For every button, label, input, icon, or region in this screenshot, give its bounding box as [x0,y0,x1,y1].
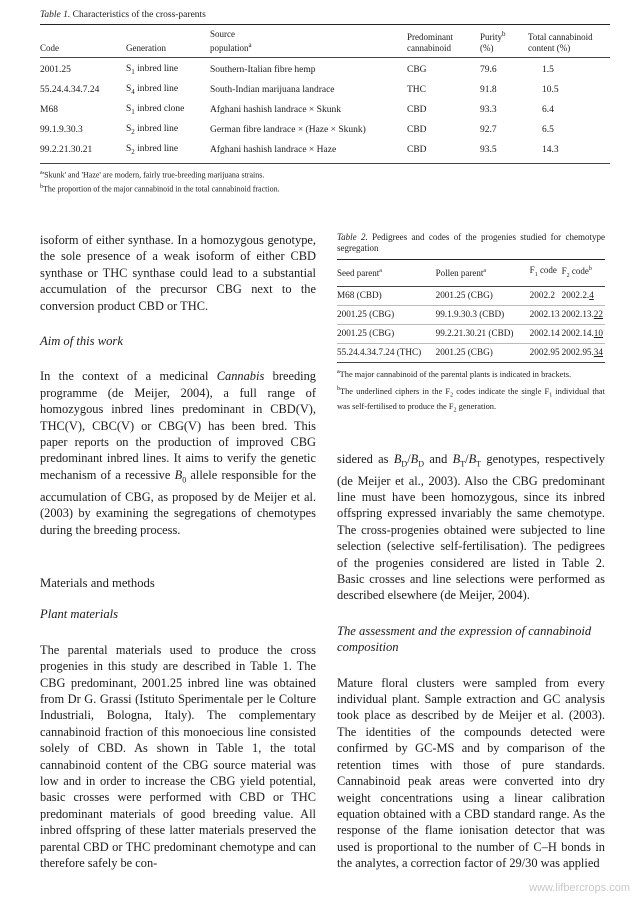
paragraph: isoform of either synthase. In a homozygous genotype, the sole presence of a weak isoform of either CBD synthase or THC synthase could lead to a substantial accumulation of the precursor CBG next to the conversion product CBD or THC. [40,233,316,313]
table-1-header-source: Source population$^a$ [210,29,252,53]
section-heading-assessment: The assessment and the expression of cannabinoid composition [337,623,592,655]
table-row: 2001.25 (CBG) 99.1.9.30.3 (CBD) 2002.13 2002.13.22 [337,305,605,324]
table-1-header-code: Code [40,43,59,53]
table-2-header-seed: Seed parent$^a$ [337,268,382,279]
table-row: 2001.25 $S_1$ inbred line Southern-Italian fibre hemp CBG 79.6 1.5 [40,58,610,81]
section-heading-plant-materials: Plant materials [40,607,119,622]
table-1-caption-text: Characteristics of the cross-parents [72,10,206,20]
table-row: 99.1.9.30.3 $S_2$ inbred line German fibre landrace × (Haze × Skunk) CBD 92.7 6.5 [40,123,554,136]
table-1-caption-label: Table 1. [40,10,71,20]
table-1-caption [40,10,610,20]
paragraph: sidered as $B_D/B_D$ and $B_T/B_T$ genotypes, respectively (de Meijer et al., 2003). Also the CBG predominant line must have been homozygous, since its inbred offspring expressed invariably the same chemotype. The cross-progenies obtained were subjected to line selection (selective self-fertilisation). The pedigrees of the progenies considered are listed in Table 2. Basic crosses and line selections were performed as described elsewhere (de Meijer, 2004). [337,451,605,603]
table-1-header-generation: Generation [126,43,166,53]
table-row: M68 (CBD) 2001.25 (CBG) 2002.2 2002.2.4 [337,289,594,300]
table-row: M68 $S_1$ inbred clone Afghani hashish landrace × Skunk CBD 93.3 6.4 [40,103,554,116]
table-2-header-f1: $F_1$ code [529,265,557,278]
table-2-header-f2: $F_2$ code$^b$ [561,266,592,279]
right-column [337,232,605,872]
watermark: www.lifbercrops.com [529,882,630,894]
table-2 [337,232,605,417]
table-2-header-pollen: Pollen parent$^a$ [435,268,487,279]
table-row: 55.24.4.34.7.24 (THC) 2001.25 (CBG) 2002.95 2002.95.34 [337,343,605,362]
table-2-caption: Table 2. Pedigrees and codes of the progenies studied for chemotype segregation [337,232,606,253]
table-2-footnote-a: $^a$The major cannabinoid of the parental plants is indicated in brackets. [337,368,572,379]
table-row: 55.24.4.34.7.24 $S_4$ inbred line South-Indian marijuana landrace THC 91.8 10.5 [40,83,559,96]
table-2-grid [337,260,605,362]
table-1-footnote-b: $^b$The proportion of the major cannabinoid in the total cannabinoid fraction. [40,184,280,194]
table-1-header-purity: Purity$^b$ (%) [480,30,506,53]
left-column [40,232,316,871]
table-row: 2001.25 (CBG) 99.2.21.30.21 (CBD) 2002.14 2002.14.10 [337,324,605,343]
table-1-header-predominant: Predominant cannabinoid [407,32,453,53]
table-1-grid [40,25,610,163]
table-1-footnote-a: $^a$'Skunk' and 'Haze' are modern, fairly true-breeding marijuana strains. [40,170,265,181]
paragraph: Mature floral clusters were sampled from every individual plant. Sample extraction and GC analysis took place as described by de Meijer et al. (2003). The identities of the compounds detected were confirmed by GC-MS and by comparison of the retention times with those of pure standards. Cannabinoid peak areas were converted into dry weight concentrations using a linear calibration equation obtained with a CBD standard range. As the response of the flame ionisation detector that was used is proportional to the number of C–H bonds in the analytes, a correction factor of 29/30 was applied [337,675,605,871]
paragraph: In the context of a medicinal Cannabis breeding programme (de Meijer, 2004), a full range of homozygous inbred lines predominant in CBD(V), THC(V), CBC(V) or CBG(V) has been bred. This paper reports on the production of improved CBG predominant inbred lines. It aims to verify the genetic mechanism of a recessive $B_0$ allele responsible for the accumulation of CBG, as proposed by de Meijer et al. (2003) by examining the segregations of chemotypes during the breeding process. [40,369,316,537]
table-1 [40,10,610,195]
section-heading-materials-methods: Materials and methods [40,575,155,590]
table-2-footnote-b: $^b$The underlined ciphers in the $F_2$ codes indicate the single $F_1$ individual that was self-fertilised to produce the $F_2$ generation. [337,385,605,414]
section-heading-aim: Aim of this work [40,334,123,349]
paragraph: The parental materials used to produce the cross progenies in this study are described in Table 1. The CBG predominant, 2001.25 inbred line was obtained from Dr G. Grassi (Istituto Sperimentale per le Colture Industriali, Bologna, Italy). The complementary cannabinoid fraction of this monoecious line consisted solely of CBD. As shown in Table 1, the total cannabinoid content of the CBG source material was low and in order to increase the CBG yield potential, basic crosses were performed with CBD or THC predominant materials of good breeding value. All inbred offspring of these latter materials preserved the parental CBD or THC predominant chemotype and can therefore safely be con- [40,642,316,871]
table-row: 99.2.21.30.21 $S_2$ inbred line Afghani hashish landrace × Haze CBD 93.5 14.3 [40,143,559,156]
table-1-header-total: Total cannabinoid content (%) [528,32,593,53]
